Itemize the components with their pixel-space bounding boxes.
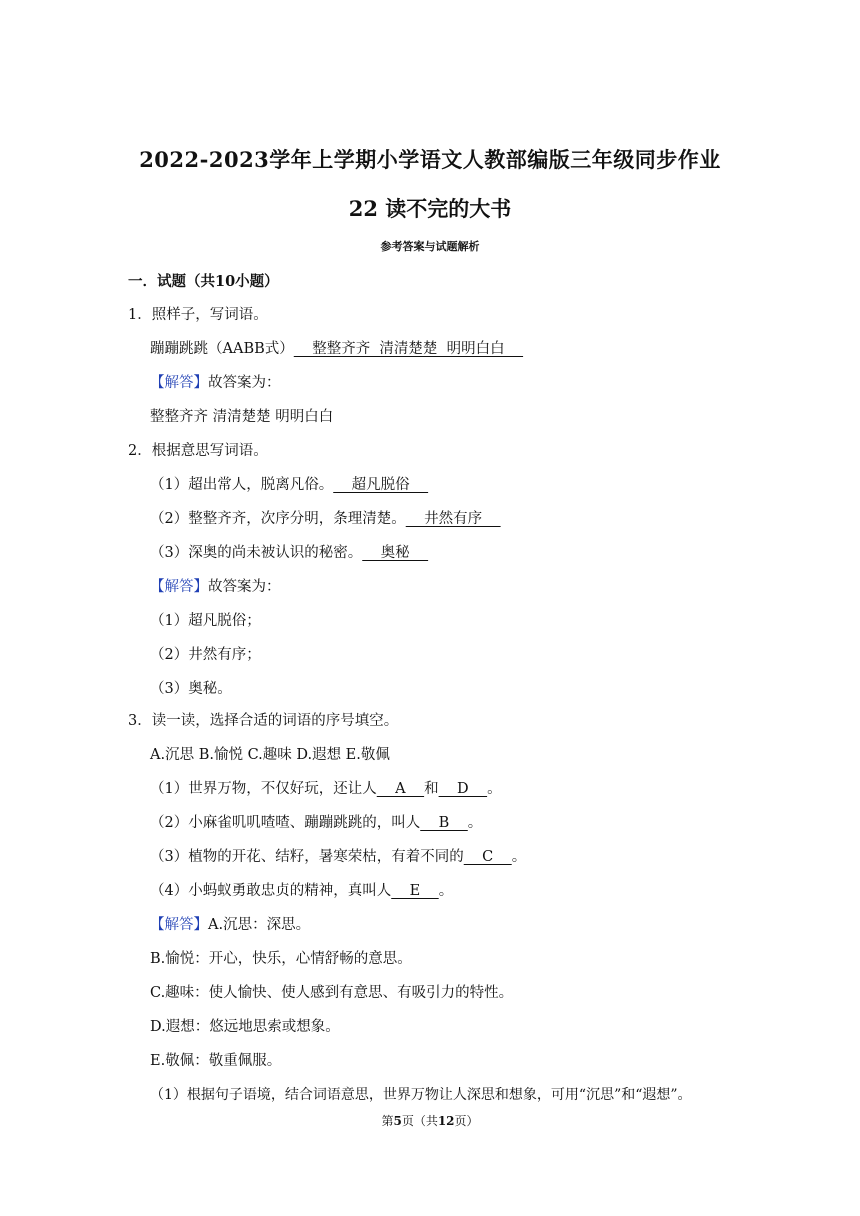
q3-item-2	[150, 813, 482, 833]
q2-stem: 2．根据意思写词语。	[128, 443, 268, 459]
q1-answer-text: 整整齐齐 清清楚楚 明明白白	[150, 409, 334, 425]
q1-example-line	[150, 339, 523, 359]
q3-item-1-text: （1）世界万物，不仅好玩，还让人	[150, 781, 377, 797]
q3-item-4-text: （4）小蚂蚁勇敢忠贞的精神，真叫人	[150, 883, 392, 899]
q1-stem: 1．照样子，写词语。	[128, 307, 268, 323]
q3-explanation-e: E.敬佩：敬重佩服。	[150, 1053, 282, 1069]
q3-item-2-text: （2）小麻雀叽叽喳喳、蹦蹦跳跳的，叫人	[150, 815, 421, 831]
q3-item-4-end: 。	[438, 883, 454, 899]
q2-answer-tag: 【解答】	[150, 579, 208, 595]
q2-item-2	[150, 509, 501, 529]
footer-mid: 页（共	[401, 1114, 438, 1128]
section-heading: 一．试题（共10小题）	[128, 273, 279, 290]
page-total: 12	[437, 1114, 455, 1128]
q2-item-2-blank: 井然有序	[405, 511, 501, 527]
q3-item-3-end: 。	[511, 849, 527, 865]
q3-options: A.沉思 B.愉悦 C.趣味 D.遐想 E.敬佩	[150, 747, 390, 763]
footer-pre: 第	[381, 1114, 394, 1128]
q1-answer-line	[150, 373, 281, 393]
q3-item-4	[150, 881, 453, 901]
q2-answer-1: （1）超凡脱俗；	[150, 613, 261, 629]
q2-item-3	[150, 543, 428, 563]
q2-item-1-text: （1）超出常人，脱离凡俗。	[150, 477, 334, 493]
lesson-title: 22 读不完的大书	[348, 196, 512, 221]
q3-item-3-blank: C	[463, 849, 512, 865]
q3-analysis-1: （1）根据句子语境，结合词语意思，世界万物让人深思和想象，可用“沉思”和“遐想”。	[150, 1087, 692, 1103]
page-number: 5	[393, 1114, 402, 1128]
q3-item-1-blank-b: D	[438, 781, 488, 797]
q2-item-1-blank: 超凡脱俗	[333, 477, 429, 493]
q1-example: 蹦蹦跳跳（AABB式）	[150, 341, 294, 357]
q2-answer-line	[150, 577, 281, 597]
q3-item-1-end: 。	[487, 781, 502, 797]
q3-item-3-text: （3）植物的开花、结籽，暑寒荣枯，有着不同的	[150, 849, 464, 865]
footer-post: 页）	[454, 1114, 479, 1128]
q3-item-2-blank: B	[420, 815, 468, 831]
document-subtitle: 参考答案与试题解析	[380, 240, 480, 253]
page-footer	[0, 1112, 860, 1129]
q2-item-3-text: （3）深奥的尚未被认识的秘密。	[150, 545, 363, 561]
q3-stem: 3．读一读，选择合适的词语的序号填空。	[128, 713, 399, 729]
q3-answer-line	[150, 915, 310, 935]
q3-item-3	[150, 847, 526, 867]
q1-answer-intro: 故答案为：	[208, 375, 281, 391]
q2-answer-2: （2）井然有序；	[150, 647, 261, 663]
q3-item-1-blank-a: A	[376, 781, 425, 797]
q3-item-1	[150, 779, 502, 799]
q3-item-2-end: 。	[467, 815, 483, 831]
q2-item-3-blank: 奥秘	[362, 545, 429, 561]
q3-explanation-c: C.趣味：使人愉快、使人感到有意思、有吸引力的特性。	[150, 985, 514, 1001]
q3-explanation-b: B.愉悦：开心，快乐，心情舒畅的意思。	[150, 951, 412, 967]
q2-item-1	[150, 475, 428, 495]
q3-item-4-blank: E	[391, 883, 439, 899]
q1-blank: 整整齐齐 清清楚楚 明明白白	[293, 341, 524, 357]
q3-item-1-mid: 和	[424, 781, 439, 797]
q1-answer-tag: 【解答】	[150, 375, 208, 391]
q2-answer-intro: 故答案为：	[208, 579, 281, 595]
q3-explanation-a: A.沉思：深思。	[208, 917, 311, 933]
q3-answer-tag: 【解答】	[150, 917, 208, 933]
document-title: 2022-2023学年上学期小学语文人教部编版三年级同步作业	[139, 147, 721, 172]
q2-item-2-text: （2）整整齐齐，次序分明，条理清楚。	[150, 511, 406, 527]
q2-answer-3: （3）奥秘。	[150, 681, 232, 697]
q3-explanation-d: D.遐想：悠远地思索或想象。	[150, 1019, 340, 1035]
